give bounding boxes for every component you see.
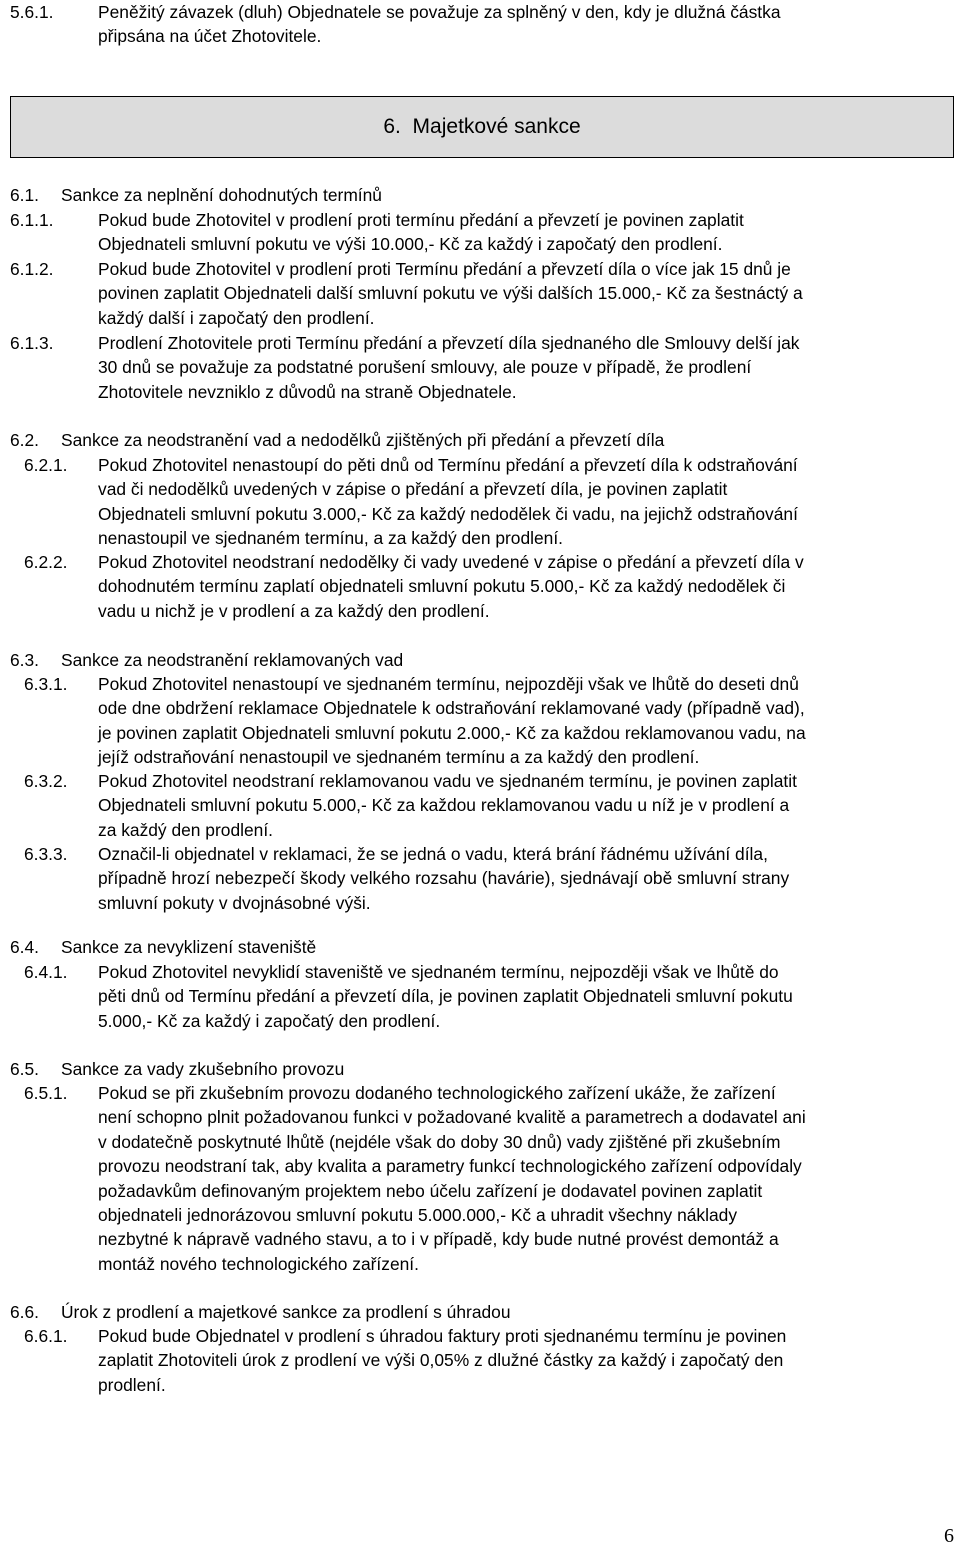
clause-number: 6.1.3. xyxy=(10,333,54,353)
clause-number: 6.2.2. xyxy=(24,552,68,572)
section-title: Sankce za neplnění dohodnutých termínů xyxy=(61,185,382,205)
clause-number: 6.5.1. xyxy=(24,1083,68,1103)
clause-number: 6.2.1. xyxy=(24,455,68,475)
page-number: 6 xyxy=(944,1525,954,1547)
section-banner-label: Majetkové sankce xyxy=(412,115,581,138)
section-number: 6.2. xyxy=(10,430,40,450)
section-title: Sankce za neodstranění vad a nedodělků zjištěných při předání a převzetí díla xyxy=(61,430,665,450)
section-banner-number: 6. xyxy=(383,115,401,138)
section-number: 6.6. xyxy=(10,1302,40,1322)
clause-text: Peněžitý závazek (dluh) Objednatele se považuje za splněný v den, kdy je dlužná částka připsána na účet Zhotovitele. xyxy=(98,2,781,47)
clause-text: Pokud Zhotovitel nevyklidí staveniště ve sjednaném termínu, nejpozději však ve lhůtě do pěti dnů od Termínu předání a převzetí díla, je povinen zaplatit Objednateli smluvní pokutu 5.000,- Kč za každý i započatý den prodlení. xyxy=(98,962,793,1031)
section-number: 6.1. xyxy=(10,185,40,205)
section-banner-title xyxy=(11,114,953,140)
clause-number: 6.3.2. xyxy=(24,771,68,791)
clause-number: 6.1.2. xyxy=(10,259,54,279)
section-number: 6.3. xyxy=(10,650,40,670)
clause-text: Pokud bude Objednatel v prodlení s úhradou faktury proti sjednanému termínu je povinen zaplatit Zhotoviteli úrok z prodlení ve výši 0,05% z dlužné částky za každý i započatý den prodlení. xyxy=(98,1326,787,1395)
clause-text: Pokud Zhotovitel nenastoupí do pěti dnů od Termínu předání a převzetí díla k odstraňování vad či nedodělků uvedených v zápise o předání a převzetí díla, je povinen zaplatit Objednateli smluvní pokutu 3.000,- Kč za každý nedodělek či vadu, na jejichž odstraňování nenastoupil ve sjednaném termínu, a za každý den prodlení. xyxy=(98,455,798,549)
clause-text: Pokud se při zkušebním provozu dodaného technologického zařízení ukáže, že zařízení není schopno plnit požadovanou funkci v požadované kvalitě a parametrech a dodavatel ani v dodatečně poskytnuté lhůtě (nejdéle však do doby 30 dnů) vady zjištěné při zkušebním provozu neodstraní tak, aby kvalita a parametry funkcí technologického zařízení odpovídaly požadavkům definovaným projektem nebo účelu zařízení je dodavatel povinen zaplatit objednateli jednorázovou smluvní pokutu 5.000.000,- Kč a uhradit všechny náklady nezbytné k nápravě vadného stavu, a to i v případě, kdy bude nutné provést demontáž a montáž nového technologického zařízení. xyxy=(98,1083,806,1274)
clause-number: 6.3.1. xyxy=(24,674,68,694)
clause-text: Pokud Zhotovitel neodstraní nedodělky či vady uvedené v zápise o předání a převzetí díla v dohodnutém termínu zaplatí objednateli smluvní pokutu 5.000,- Kč za každý nedodělek či vadu u nichž je v prodlení a za každý den prodlení. xyxy=(98,552,804,621)
clause-number: 6.3.3. xyxy=(24,844,68,864)
section-title: Sankce za vady zkušebního provozu xyxy=(61,1059,345,1079)
clause-number: 6.1.1. xyxy=(10,210,54,230)
section-title: Sankce za neodstranění reklamovaných vad xyxy=(61,650,404,670)
clause-text: Prodlení Zhotovitele proti Termínu předání a převzetí díla sjednaného dle Smlouvy delší jak 30 dnů se považuje za podstatné porušení smlouvy, ale pouze v případě, že prodlení Zhotovitele nevzniklo z důvodů na straně Objednatele. xyxy=(98,333,800,402)
section-title: Sankce za nevyklizení staveniště xyxy=(61,937,317,957)
section-banner xyxy=(10,96,954,158)
clause-text: Pokud Zhotovitel neodstraní reklamovanou vadu ve sjednaném termínu, je povinen zaplatit Objednateli smluvní pokutu 5.000,- Kč za každou reklamovanou vadu u níž je v prodlení a za každý den prodlení. xyxy=(98,771,797,840)
clause-number: 5.6.1. xyxy=(10,2,54,22)
clause-text: Pokud bude Zhotovitel v prodlení proti Termínu předání a převzetí díla o více jak 15 dnů je povinen zaplatit Objednateli další smluvní pokutu ve výši dalších 15.000,- Kč za šestnáctý a každý další i započatý den prodlení. xyxy=(98,259,803,328)
clause-text: Pokud Zhotovitel nenastoupí ve sjednaném termínu, nejpozději však ve lhůtě do deseti dnů ode dne obdržení reklamace Objednatele k odstraňování reklamované vady (případně vad), je povinen zaplatit Objednateli smluvní pokutu 2.000,- Kč za každou reklamovanou vadu, na jejíž odstraňování nenastoupil ve sjednaném termínu a za každý den prodlení. xyxy=(98,674,806,768)
section-title: Úrok z prodlení a majetkové sankce za prodlení s úhradou xyxy=(61,1302,511,1322)
clause-number: 6.6.1. xyxy=(24,1326,68,1346)
clause-number: 6.4.1. xyxy=(24,962,68,982)
clause-text: Pokud bude Zhotovitel v prodlení proti termínu předání a převzetí je povinen zaplatit Objednateli smluvní pokutu ve výši 10.000,- Kč za každý i započatý den prodlení. xyxy=(98,210,744,255)
section-number: 6.5. xyxy=(10,1059,40,1079)
clause-text: Označil-li objednatel v reklamaci, že se jedná o vadu, která brání řádnému užívání díla, případně hrozí nebezpečí škody velkého rozsahu (havárie), sjednávají obě smluvní strany smluvní pokuty v dvojnásobné výši. xyxy=(98,844,790,913)
section-number: 6.4. xyxy=(10,937,40,957)
